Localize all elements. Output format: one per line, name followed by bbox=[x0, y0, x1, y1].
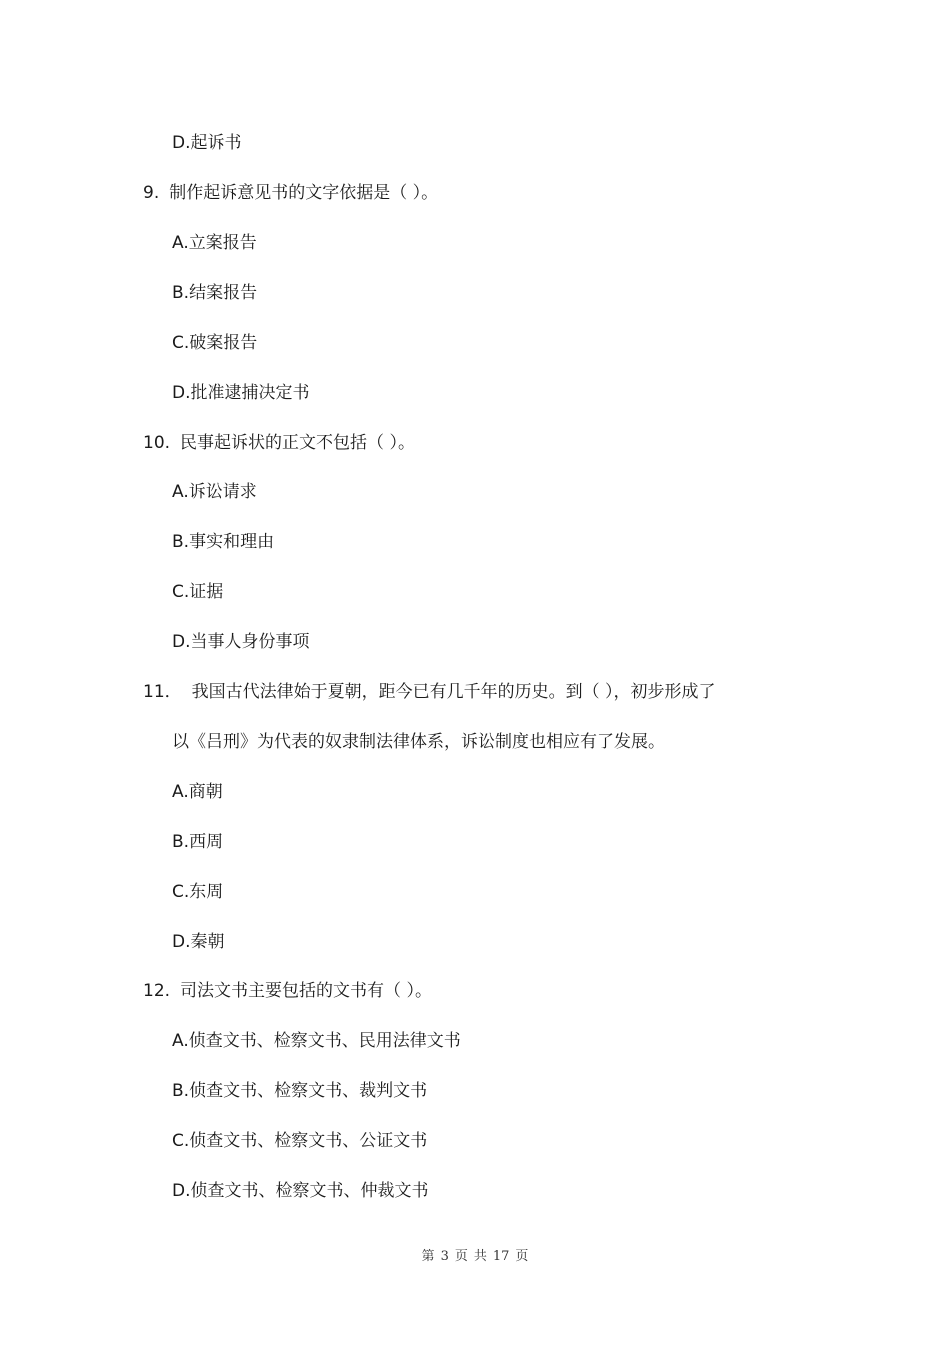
q12-option-a: A.侦查文书、检察文书、民用法律文书 bbox=[172, 1031, 461, 1051]
question-text: 民事起诉状的正文不包括（ ）。 bbox=[180, 433, 415, 453]
q10-option-d: D.当事人身份事项 bbox=[172, 632, 310, 652]
q12-option-d: D.侦查文书、检察文书、仲裁文书 bbox=[172, 1181, 429, 1201]
page-footer bbox=[0, 1248, 950, 1266]
q10-option-b: B.事实和理由 bbox=[172, 532, 275, 552]
q12-option-b: B.侦查文书、检察文书、裁判文书 bbox=[172, 1081, 428, 1101]
q11-option-c: C.东周 bbox=[172, 882, 224, 902]
q11-option-d: D.秦朝 bbox=[172, 932, 225, 952]
question-text: 司法文书主要包括的文书有（ ）。 bbox=[180, 981, 432, 1001]
footer-prefix: 第 bbox=[421, 1249, 435, 1264]
q12-option-c: C.侦查文书、检察文书、公证文书 bbox=[172, 1131, 428, 1151]
q9-option-a: A.立案报告 bbox=[172, 233, 257, 253]
q9-option-b: B.结案报告 bbox=[172, 283, 258, 303]
question-9 bbox=[143, 181, 438, 205]
question-11-continuation: 以《吕刑》为代表的奴隶制法律体系，诉讼制度也相应有了发展。 bbox=[172, 732, 665, 752]
q10-option-c: C.证据 bbox=[172, 582, 224, 602]
q9-option-c: C.破案报告 bbox=[172, 333, 258, 353]
question-text: 制作起诉意见书的文字依据是（ ）。 bbox=[169, 183, 439, 203]
question-text: 我国古代法律始于夏朝，距今已有几千年的历史。到（ ），初步形成了 bbox=[191, 682, 716, 702]
q9-option-d: D.批准逮捕决定书 bbox=[172, 383, 310, 403]
q10-option-a: A.诉讼请求 bbox=[172, 482, 257, 502]
question-12 bbox=[143, 979, 432, 1003]
question-number: 11． bbox=[143, 682, 182, 702]
question-number: 10. bbox=[143, 433, 171, 453]
current-page-number: 3 bbox=[440, 1249, 449, 1264]
footer-suffix: 页 bbox=[515, 1249, 529, 1264]
footer-total-label: 共 bbox=[473, 1249, 487, 1264]
question-number: 12. bbox=[143, 981, 171, 1001]
total-page-count: 17 bbox=[492, 1249, 510, 1264]
q8-option-d: D.起诉书 bbox=[172, 133, 242, 153]
q11-option-a: A.商朝 bbox=[172, 782, 223, 802]
q11-option-b: B.西周 bbox=[172, 832, 224, 852]
question-11 bbox=[143, 680, 716, 704]
footer-page-label: 页 bbox=[454, 1249, 468, 1264]
question-number: 9. bbox=[143, 183, 160, 203]
question-10 bbox=[143, 431, 415, 455]
